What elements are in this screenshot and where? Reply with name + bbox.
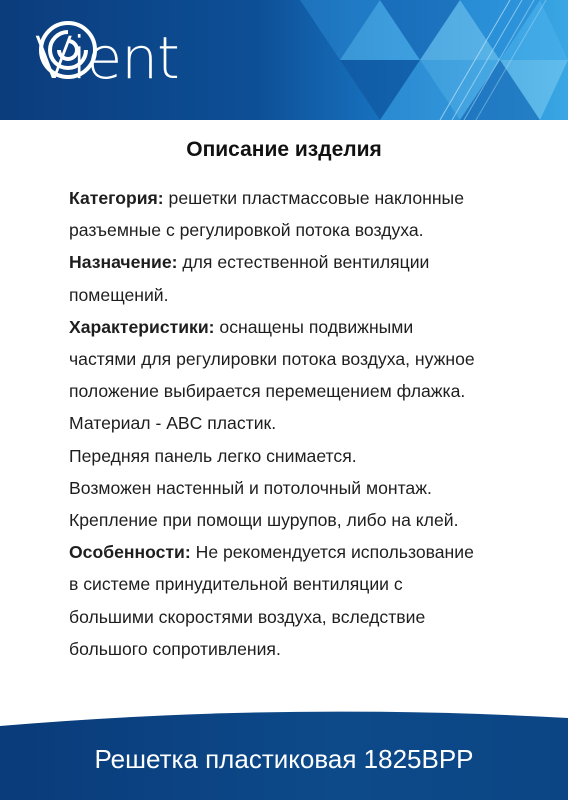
logo-wordmark: Vient (34, 24, 179, 92)
page-title: Описание изделия (186, 138, 382, 161)
description-line: положение выбирается перемещением флажка. (69, 381, 466, 402)
description-line: помещений. (69, 284, 169, 305)
purpose-text: для естественной вентиляции (177, 252, 430, 273)
product-description (69, 182, 519, 665)
characteristics-label: Характеристики: (69, 316, 215, 337)
description-line: Передняя панель легко снимается. (69, 445, 357, 466)
header-banner (0, 0, 568, 120)
purpose-label: Назначение: (69, 252, 178, 273)
vient-logo (34, 18, 179, 98)
logo-swirl-icon (36, 18, 100, 82)
description-line (69, 311, 519, 343)
description-line: большого сопротивления. (69, 638, 281, 659)
features-text: Не рекомендуется использование (190, 542, 474, 563)
description-line: Крепление при помощи шурупов, либо на клей. (69, 510, 459, 531)
description-line (69, 246, 519, 278)
description-line: большими скоростями воздуха, вследствие (69, 606, 426, 627)
category-label: Категория: (69, 188, 164, 208)
description-line: Возможен настенный и потолочный монтаж. (69, 477, 432, 498)
description-line: Материал - ABC пластик. (69, 413, 277, 434)
description-line (69, 536, 519, 568)
characteristics-text: оснащены подвижными (214, 316, 414, 337)
product-name: Решетка пластиковая 1825BPP (94, 744, 474, 774)
features-label: Особенности: (69, 542, 191, 563)
description-line: в системе принудительной вентиляции с (69, 574, 403, 595)
description-line (69, 182, 519, 214)
description-line: частями для регулировки потока воздуха, нужное (69, 349, 475, 370)
category-text: решетки пластмассовые наклонные (163, 188, 464, 208)
footer-banner (0, 708, 568, 800)
description-line: разъемные с регулировкой потока воздуха. (69, 220, 424, 241)
